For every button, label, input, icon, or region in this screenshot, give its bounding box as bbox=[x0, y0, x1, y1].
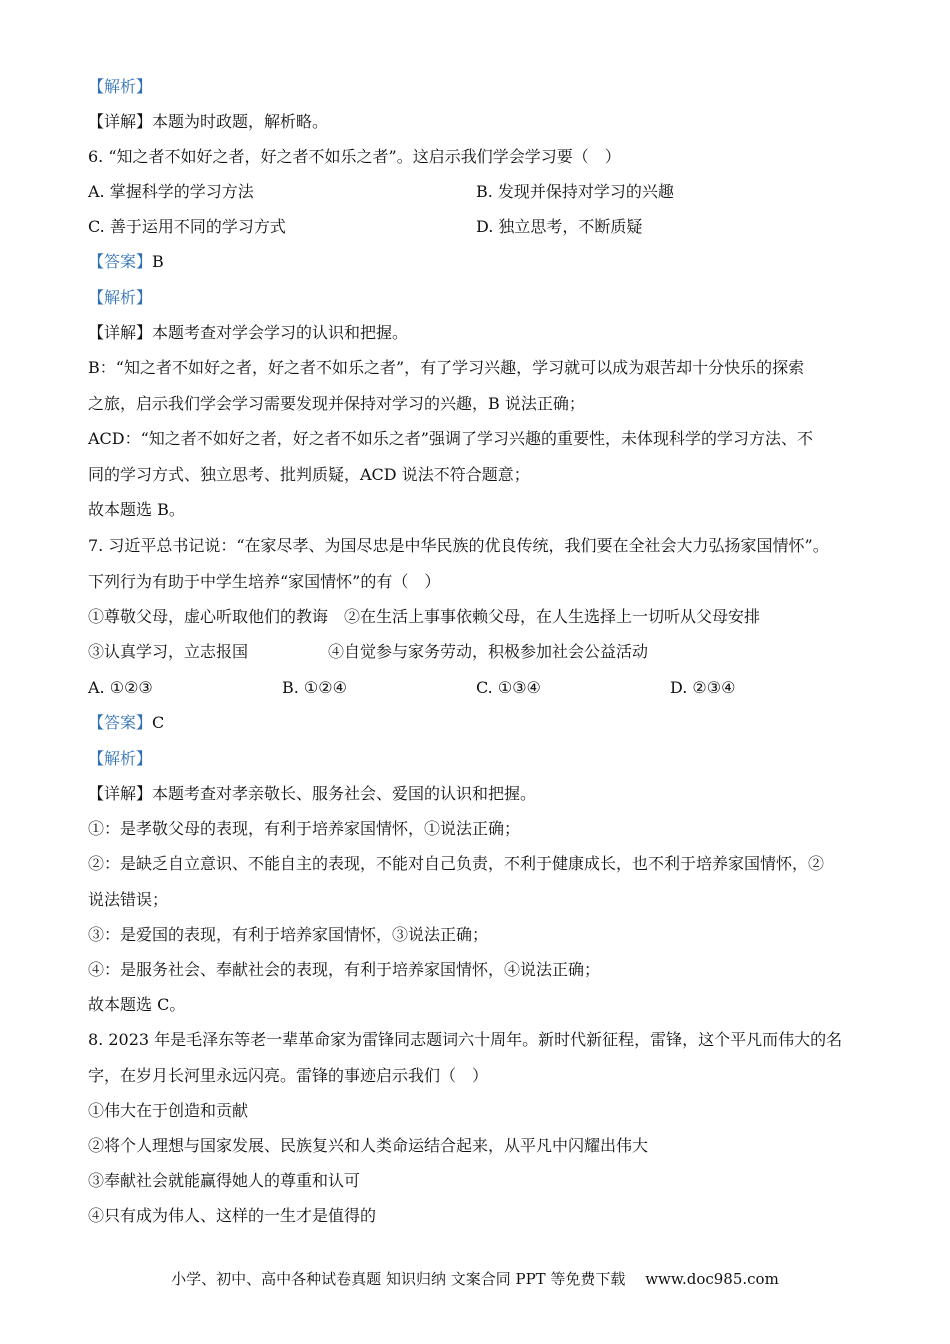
q7-option-d: D. ②③④ bbox=[670, 678, 736, 697]
q6-option-b: B. 发现并保持对学习的兴趣 bbox=[476, 182, 674, 201]
q8-statement: ③奉献社会就能赢得她人的尊重和认可 bbox=[88, 1171, 361, 1190]
question-6: 6. “知之者不如好之者，好之者不如乐之者”。这启示我们学会学习要（ ） bbox=[88, 147, 621, 166]
question-8-continued: 字，在岁月长河里永远闪亮。雷锋的事迹启示我们（ ） bbox=[88, 1066, 489, 1085]
analysis-heading: 【解析】 bbox=[88, 288, 153, 307]
question-7-continued: 下列行为有助于中学生培养“家国情怀”的有（ ） bbox=[88, 572, 441, 591]
q7-statements: ③认真学习，立志报国 ④自觉参与家务劳动，积极参加社会公益活动 bbox=[88, 642, 649, 661]
q6-option-a: A. 掌握科学的学习方法 bbox=[88, 182, 254, 201]
explanation-line: 同的学习方式、独立思考、批判质疑，ACD 说法不符合题意； bbox=[88, 465, 530, 484]
explanation-line: ①：是孝敬父母的表现，有利于培养家国情怀，①说法正确； bbox=[88, 819, 521, 838]
analysis-heading: 【解析】 bbox=[88, 749, 153, 768]
answer-line: 【答案】B bbox=[88, 252, 164, 271]
explanation-line: B：“知之者不如好之者，好之者不如乐之者”，有了学习兴趣，学习就可以成为艰苦却十分快乐的探索 bbox=[88, 358, 805, 377]
question-8: 8. 2023 年是毛泽东等老一辈革命家为雷锋同志题词六十周年。新时代新征程，雷锋，这个平凡而伟大的名 bbox=[88, 1030, 843, 1049]
conclusion-line: 故本题选 B。 bbox=[88, 500, 185, 519]
q8-statement: ④只有成为伟人、这样的一生才是值得的 bbox=[88, 1206, 377, 1225]
detail-line: 【详解】本题为时政题，解析略。 bbox=[88, 112, 329, 131]
question-7: 7. 习近平总书记说：“在家尽孝、为国尽忠是中华民族的优良传统，我们要在全社会大力弘扬家国情怀”。 bbox=[88, 536, 829, 555]
q7-option-a: A. ①②③ bbox=[88, 678, 153, 697]
detail-line: 【详解】本题考查对孝亲敬长、服务社会、爱国的认识和把握。 bbox=[88, 784, 537, 803]
explanation-line: ③：是爱国的表现，有利于培养家国情怀，③说法正确； bbox=[88, 925, 489, 944]
q6-option-c: C. 善于运用不同的学习方式 bbox=[88, 217, 286, 236]
analysis-heading: 【解析】 bbox=[88, 77, 153, 96]
q7-option-c: C. ①③④ bbox=[476, 678, 541, 697]
explanation-line: ②：是缺乏自立意识、不能自主的表现，不能对自己负责，不利于健康成长，也不利于培养家国情怀，② bbox=[88, 854, 825, 873]
page-footer: 小学、初中、高中各种试卷真题 知识归纳 文案合同 PPT 等免费下载 www.doc985.com bbox=[171, 1270, 779, 1288]
q7-statements: ①尊敬父母，虚心听取他们的教诲 ②在生活上事事依赖父母，在人生选择上一切听从父母安排 bbox=[88, 607, 761, 626]
explanation-line: 说法错误； bbox=[88, 890, 169, 909]
explanation-line: ACD：“知之者不如好之者，好之者不如乐之者”强调了学习兴趣的重要性，未体现科学的学习方法、不 bbox=[88, 429, 813, 448]
explanation-line: 之旅，启示我们学会学习需要发现并保持对学习的兴趣，B 说法正确； bbox=[88, 394, 585, 413]
q8-statement: ①伟大在于创造和贡献 bbox=[88, 1101, 249, 1120]
q6-option-d: D. 独立思考，不断质疑 bbox=[476, 217, 643, 236]
answer-line: 【答案】C bbox=[88, 713, 165, 732]
q7-option-b: B. ①②④ bbox=[282, 678, 347, 697]
conclusion-line: 故本题选 C。 bbox=[88, 995, 186, 1014]
q8-statement: ②将个人理想与国家发展、民族复兴和人类命运结合起来，从平凡中闪耀出伟大 bbox=[88, 1136, 649, 1155]
detail-line: 【详解】本题考查对学会学习的认识和把握。 bbox=[88, 323, 409, 342]
explanation-line: ④：是服务社会、奉献社会的表现，有利于培养家国情怀，④说法正确； bbox=[88, 960, 601, 979]
